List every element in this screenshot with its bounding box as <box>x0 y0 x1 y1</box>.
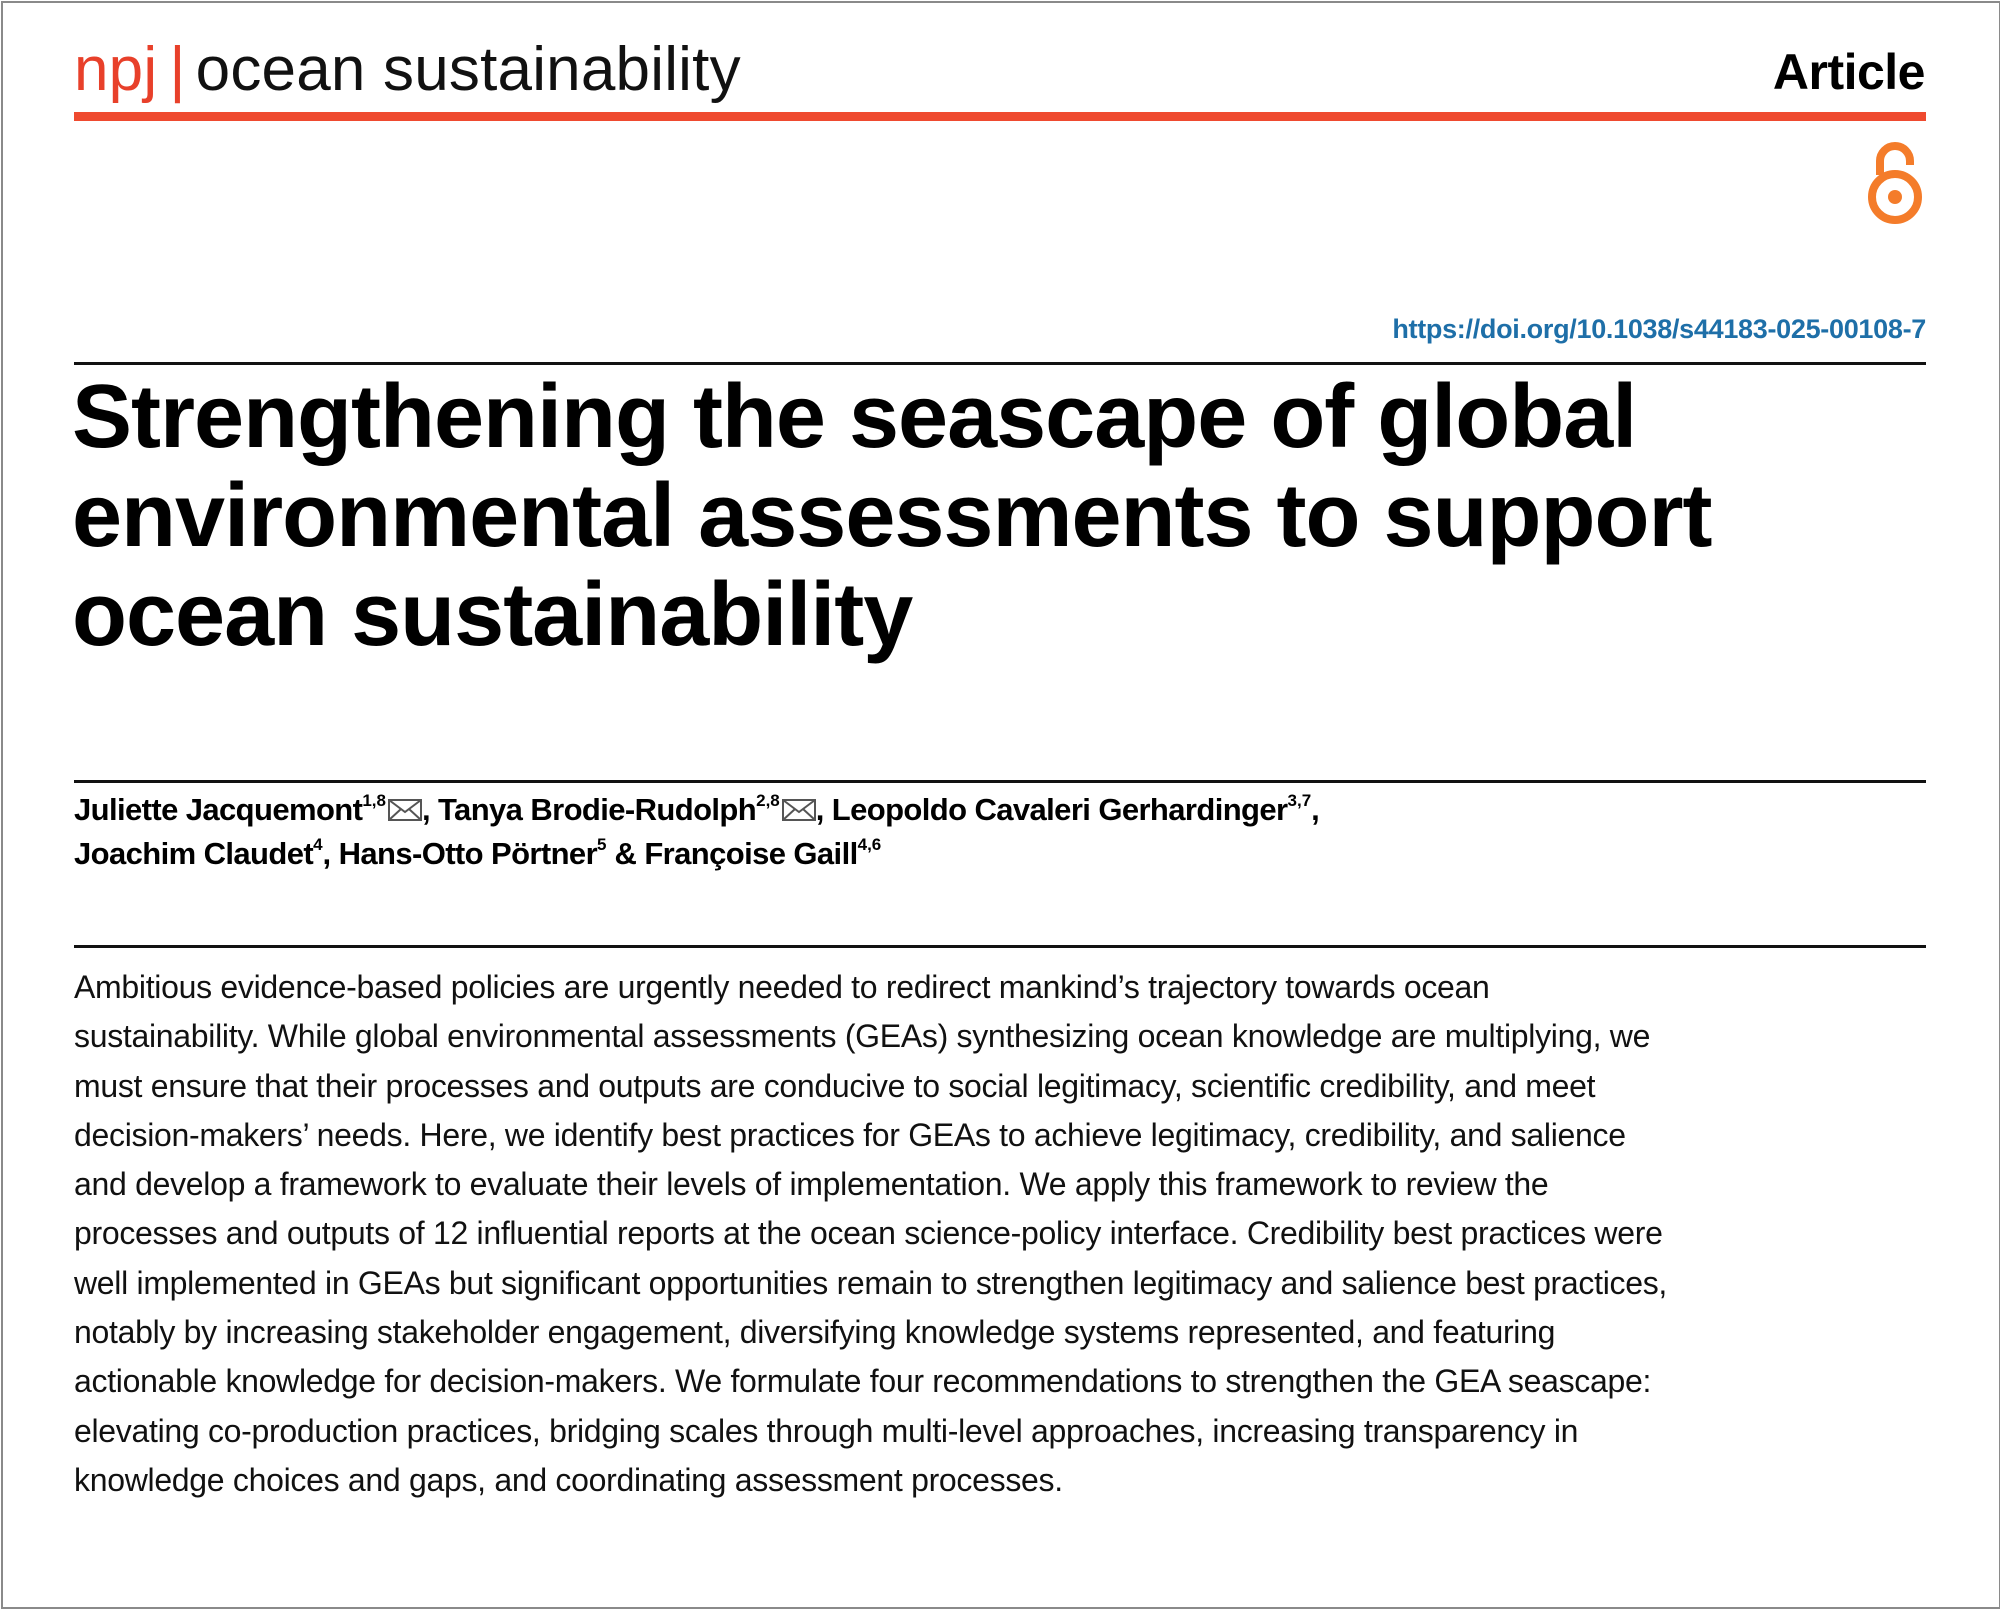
author-separator: & <box>606 836 645 871</box>
abstract-text: Ambitious evidence-based policies are urgently needed to redirect mankind’s trajectory towards ocean sustainability. While global environmental assessments (GEAs) synthesizing ocean knowledge are multiplying, we must ensure that their processes and outputs are conducive to social legitimacy, scientific credibility, and meet decision-makers’ needs. Here, we identify best practices for GEAs to achieve legitimacy, credibility, and salience and develop a framework to evaluate their levels of implementation. We apply this framework to review the processes and outputs of 12 influential reports at the ocean science-policy interface. Credibility best practices were well implemented in GEAs but significant opportunities remain to strengthen legitimacy and salience best practices, notably by increasing stakeholder engagement, diversifying knowledge systems represented, and featuring actionable knowledge for decision-makers. We formulate four recommendations to strengthen the GEA seascape: elevating co-production practices, bridging scales through multi-level approaches, increasing transparency in knowledge choices and gaps, and coordinating assessment processes. <box>74 969 1668 1498</box>
author-affiliation[interactable]: 1,8 <box>362 791 386 810</box>
author-name[interactable]: Hans-Otto Pörtner <box>338 836 598 871</box>
open-access-icon[interactable] <box>1866 135 1924 225</box>
journal-separator: | <box>169 35 186 104</box>
author-affiliation[interactable]: 5 <box>597 835 607 854</box>
author-name[interactable]: Leopoldo Cavaleri Gerhardinger <box>831 792 1288 827</box>
article-type-label: Article <box>1772 44 1925 100</box>
author-affiliation[interactable]: 4 <box>313 835 323 854</box>
doi-link[interactable]: https://doi.org/10.1038/s44183-025-00108-7 <box>1392 314 1926 344</box>
article-title: Strengthening the seascape of global environmental assessments to support ocean sustainability <box>72 367 1712 665</box>
author-affiliation[interactable]: 2,8 <box>756 791 780 810</box>
divider-above-abstract <box>74 945 1926 948</box>
author-name[interactable]: Françoise Gaill <box>644 836 858 871</box>
journal-logo[interactable] <box>74 30 741 110</box>
author-list <box>74 788 1926 876</box>
divider-above-title <box>74 362 1926 365</box>
journal-prefix: npj <box>74 35 158 104</box>
author-separator: , <box>322 836 339 871</box>
header-rule <box>74 112 1926 121</box>
author-separator: , <box>815 792 832 827</box>
author-separator: , <box>1311 792 1320 827</box>
email-icon[interactable] <box>388 799 422 821</box>
author-affiliation[interactable]: 3,7 <box>1287 791 1312 810</box>
author-separator: , <box>421 792 439 827</box>
divider-above-authors <box>74 780 1926 783</box>
email-icon[interactable] <box>782 799 816 821</box>
author-name[interactable]: Tanya Brodie-Rudolph <box>438 792 757 827</box>
author-affiliation[interactable]: 4,6 <box>857 835 882 854</box>
journal-name: ocean sustainability <box>195 35 741 104</box>
author-name[interactable]: Juliette Jacquemont <box>74 792 363 827</box>
author-name[interactable]: Joachim Claudet <box>74 836 314 871</box>
